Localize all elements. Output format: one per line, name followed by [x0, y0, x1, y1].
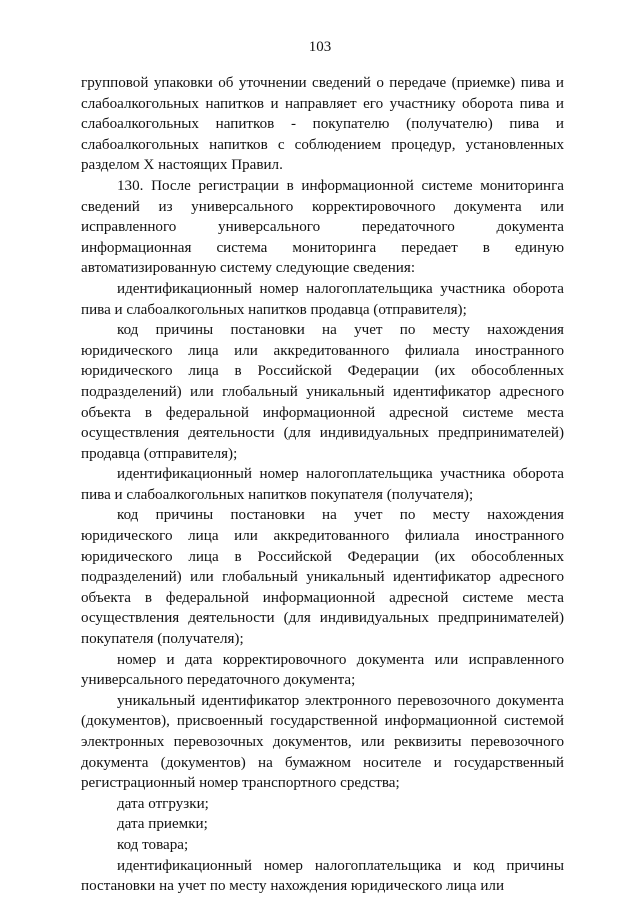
- paragraph: номер и дата корректировочного документа или исправленного универсального передаточного документа;: [81, 651, 564, 689]
- paragraph: идентификационный номер налогоплательщика и код причины постановки на учет по месту нахождения юридического лица или: [81, 857, 564, 895]
- paragraph: идентификационный номер налогоплательщика участника оборота пива и слабоалкогольных напитков покупателя (получателя);: [81, 466, 564, 503]
- paragraph: дата отгрузки;: [117, 795, 209, 812]
- paragraph: дата приемки;: [117, 816, 208, 833]
- paragraph: уникальный идентификатор электронного перевозочного документа (документов), присвоенный государственной информационной системой электронных перевозочных документов, или реквизиты перевозочного документа (документов) на бумажном носителе и государственный регистрационный номер транспортного средства;: [81, 692, 564, 792]
- paragraph: идентификационный номер налогоплательщика участника оборота пива и слабоалкогольных напитков продавца (отправителя);: [81, 280, 564, 318]
- paragraph: код товара;: [117, 836, 189, 853]
- page-number: 103: [308, 39, 332, 55]
- paragraph: код причины постановки на учет по месту нахождения юридического лица или аккредитованного филиала иностранного юридического лица в Российской Федерации (их обособленных подразделений) или глобальный уникальный идентификатор адресного объекта в федеральной информационной адресной системе места осуществления деятельности (для индивидуальных предпринимателей) покупателя (получателя);: [81, 507, 564, 648]
- paragraph: код причины постановки на учет по месту нахождения юридического лица или аккредитованного филиала иностранного юридического лица в Российской Федерации (их обособленных подразделений) или глобальный уникальный идентификатор адресного объекта в федеральной информационной адресной системе места осуществления деятельности (для индивидуальных предпринимателей) продавца (отправителя);: [81, 322, 564, 462]
- body-text: [81, 73, 564, 897]
- paragraph: 130. После регистрации в информационной системе мониторинга сведений из универсального корректировочного документа или исправленного универсального передаточного документа информационная система мониторинга передает в единую автоматизированную систему следующие сведения:: [81, 177, 564, 277]
- paragraph: групповой упаковки об уточнении сведений о передаче (приемке) пива и слабоалкогольных напитков и направляет его участнику оборота пива и слабоалкогольных напитков - покупателю (получателю) пива и слабоалкогольных напитков с соблюдением процедур, установленных разделом X настоящих Правил.: [81, 75, 564, 174]
